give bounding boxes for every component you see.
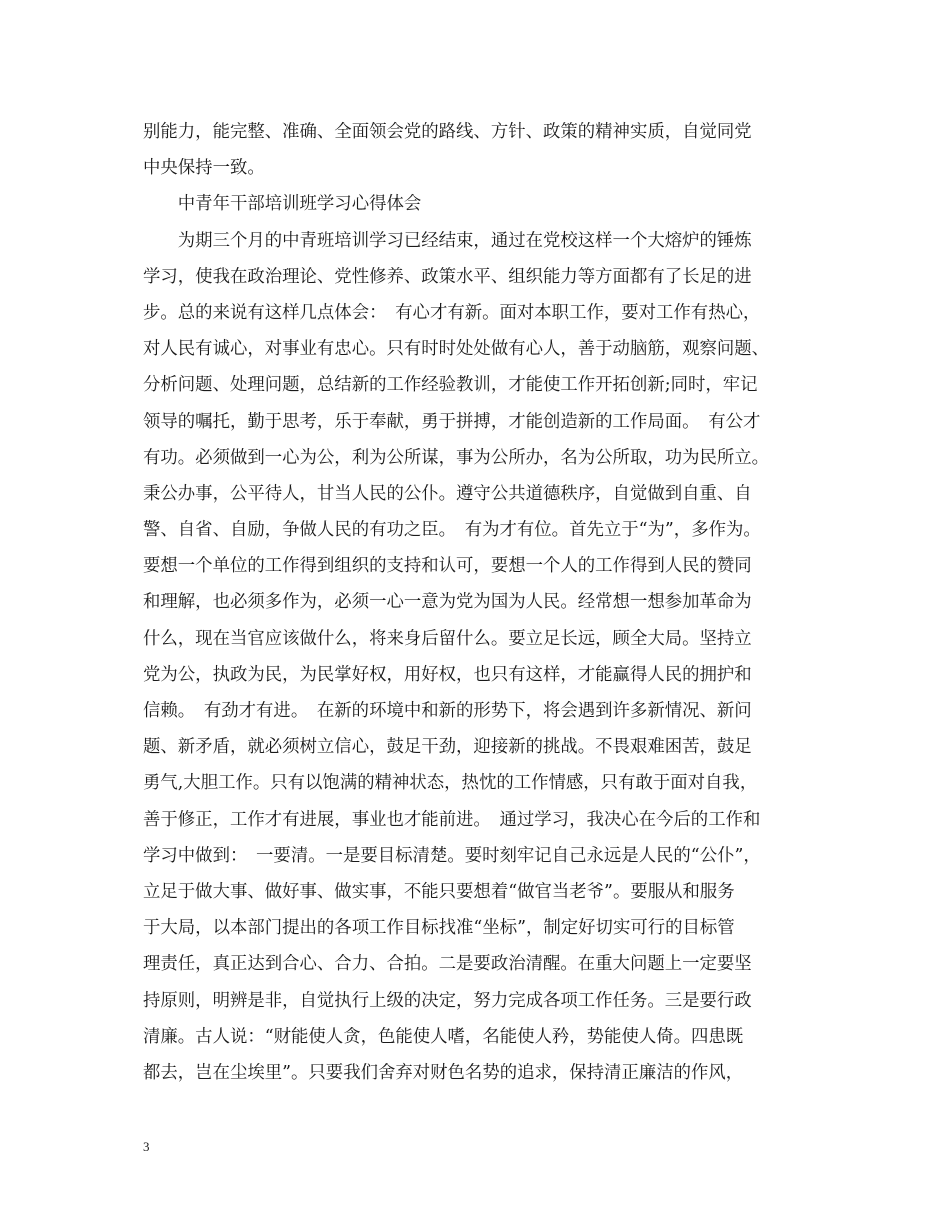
body-text (143, 114, 833, 1091)
text-line: 立足于做大事、做好事、做实事，不能只要想着“做官当老爷”。要服从和服务 (143, 881, 735, 902)
text-line: 分析问题、处理问题，总结新的工作经验教训，才能使工作开拓创新;同时，牢记 (143, 375, 758, 396)
text-line: 有功。必须做到一心为公，利为公所谋，事为公所办，名为公所取，功为民所立。 (143, 447, 770, 468)
text-line: 警、自省、自励，争做人民的有功之臣。 有为才有位。首先立于“为”，多作为。 (143, 520, 761, 541)
page-number: 3 (143, 1139, 150, 1154)
text-line: 信赖。 有劲才有进。 在新的环境中和新的形势下，将会遇到许多新情况、新问 (143, 701, 752, 721)
text-line: 于大局，以本部门提出的各项工作目标找准“坐标”，制定好切实可行的目标管 (143, 918, 735, 939)
text-line: 学习，使我在政治理论、党性修养、政策水平、组织能力等方面都有了长足的进 (143, 266, 752, 287)
text-line: 为期三个月的中青班培训学习已经结束，通过在党校这样一个大熔炉的锤炼 (143, 230, 752, 251)
text-line: 题、新矛盾，就必须树立信心，鼓足干劲，迎接新的挑战。不畏艰难困苦，鼓足 (143, 737, 752, 758)
text-line: 学习中做到： 一要清。一是要目标清楚。要时刻牢记自己永远是人民的“公仆”， (143, 845, 761, 866)
text-line: 党为公，执政为民，为民掌好权，用好权，也只有这样，才能赢得人民的拥护和 (143, 664, 752, 685)
text-line: 对人民有诚心，对事业有忠心。只有时时处处做有心人，善于动脑筋，观察问题、 (143, 339, 770, 360)
text-line: 要想一个单位的工作得到组织的支持和认可，要想一个人的工作得到人民的赞同 (143, 556, 752, 577)
text-line: 秉公办事，公平待人，甘当人民的公仆。遵守公共道德秩序，自觉做到自重、自 (143, 483, 752, 504)
text-line: 理责任，真正达到合心、合力、合拍。二是要政治清醒。在重大问题上一定要坚 (143, 954, 752, 975)
text-line: 什么，现在当官应该做什么，将来身后留什么。要立足长远，顾全大局。坚持立 (143, 628, 752, 649)
text-line: 善于修正，工作才有进展，事业也才能前进。 通过学习，我决心在今后的工作和 (143, 809, 761, 830)
text-line: 领导的嘱托，勤于思考，乐于奉献，勇于拼搏，才能创造新的工作局面。 有公才 (143, 411, 761, 432)
text-line: 勇气,大胆工作。只有以饱满的精神状态，热忱的工作情感，只有敢于面对自我， (143, 773, 758, 794)
text-line: 都去，岂在尘埃里”。只要我们舍弃对财色名势的追求，保持清正廉洁的作风， (143, 1062, 744, 1083)
text-line: 步。总的来说有这样几点体会： 有心才有新。面对本职工作，要对工作有热心， (143, 302, 761, 323)
text-line: 中央保持一致。 (143, 158, 265, 179)
text-line: 别能力，能完整、准确、全面领会党的路线、方针、政策的精神实质，自觉同党 (143, 122, 752, 142)
text-line: 持原则，明辨是非，自觉执行上级的决定，努力完成各项工作任务。三是要行政 (143, 990, 752, 1011)
text-line: 清廉。古人说：“财能使人贪，色能使人嗜，名能使人矜，势能使人倚。四患既 (143, 1026, 744, 1047)
section-heading: 中青年干部培训班学习心得体会 (143, 194, 422, 215)
text-line: 和理解，也必须多作为，必须一心一意为党为国为人民。经常想一想参加革命为 (143, 592, 752, 613)
